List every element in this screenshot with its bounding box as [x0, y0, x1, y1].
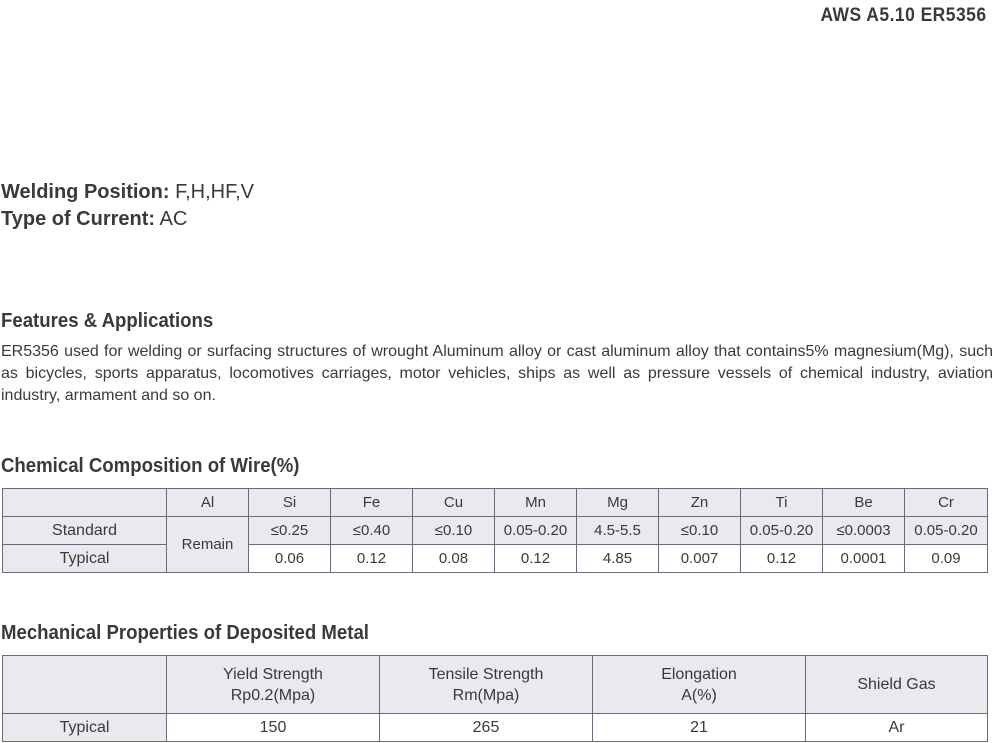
chemical-header-mn: Mn [495, 489, 577, 517]
table-cell: 0.0001 [823, 545, 905, 573]
chemical-header-zn: Zn [659, 489, 741, 517]
header-tensile-strength [380, 656, 593, 714]
spec-code: AWS A5.10 ER5356 [819, 5, 986, 26]
header-line: A(%) [681, 686, 717, 704]
chemical-header-row [3, 489, 988, 517]
table-cell: 4.5-5.5 [577, 517, 659, 545]
table-cell: 0.05-0.20 [495, 517, 577, 545]
chemical-header-cr: Cr [905, 489, 988, 517]
table-cell: 4.85 [577, 545, 659, 573]
features-text: ER5356 used for welding or surfacing structures of wrought Aluminum alloy or cast aluminum alloy that contains5% magnesium(Mg), such as bicycles, sports apparatus, locomotives carriages, motor vehicles, ships as well as pressure vessels of chemical industry, aviation industry, armament and so on. [1, 343, 993, 404]
mechanical-corner-cell [3, 656, 167, 714]
header-elongation [593, 656, 806, 714]
chemical-header-mg: Mg [577, 489, 659, 517]
table-cell: 0.06 [249, 545, 331, 573]
table-cell: 21 [593, 714, 806, 742]
header-line: Rm(Mpa) [452, 686, 520, 704]
features-title: Features & Applications [1, 310, 214, 332]
chemical-header-cu: Cu [413, 489, 495, 517]
row-label-typical: Typical [3, 545, 167, 573]
mechanical-properties-table [2, 655, 988, 742]
table-cell: 0.05-0.20 [741, 517, 823, 545]
chemical-header-al: Al [167, 489, 249, 517]
table-cell: 0.12 [331, 545, 413, 573]
table-cell: 0.12 [495, 545, 577, 573]
row-label-standard: Standard [3, 517, 167, 545]
table-cell: ≤0.10 [413, 517, 495, 545]
table-cell: ≤0.25 [249, 517, 331, 545]
table-row [3, 714, 988, 742]
table-cell: ≤0.10 [659, 517, 741, 545]
table-cell: 0.09 [905, 545, 988, 573]
header-line: Yield Strength [223, 665, 323, 683]
chemical-corner-cell [3, 489, 167, 517]
type-of-current-value: AC [159, 208, 188, 230]
header-yield-strength [167, 656, 380, 714]
mechanical-header-row [3, 656, 988, 714]
welding-position [1, 181, 254, 204]
table-cell: 0.05-0.20 [905, 517, 988, 545]
type-of-current [1, 208, 187, 231]
table-cell: ≤0.40 [331, 517, 413, 545]
table-row [3, 545, 988, 573]
mechanical-title: Mechanical Properties of Deposited Metal [1, 622, 369, 644]
type-of-current-label: Type of Current: [1, 208, 156, 230]
table-cell: Ar [806, 714, 988, 742]
table-cell: 150 [167, 714, 380, 742]
chemical-composition-table [2, 488, 988, 573]
chemical-header-si: Si [249, 489, 331, 517]
table-cell: 0.007 [659, 545, 741, 573]
header-line: Rp0.2(Mpa) [230, 686, 316, 704]
table-row [3, 517, 988, 545]
welding-position-value: F,H,HF,V [175, 181, 254, 203]
chemical-title: Chemical Composition of Wire(%) [1, 455, 300, 477]
header-line: Elongation [661, 665, 737, 683]
header-line: Tensile Strength [428, 665, 544, 683]
header-line: Shield Gas [857, 676, 936, 693]
table-cell: ≤0.0003 [823, 517, 905, 545]
header-shield-gas [806, 656, 988, 714]
chemical-header-fe: Fe [331, 489, 413, 517]
welding-position-label: Welding Position: [1, 181, 170, 203]
chemical-header-ti: Ti [741, 489, 823, 517]
table-cell: 265 [380, 714, 593, 742]
al-remain-cell: Remain [167, 517, 249, 573]
table-cell: 0.12 [741, 545, 823, 573]
chemical-header-be: Be [823, 489, 905, 517]
table-cell: 0.08 [413, 545, 495, 573]
row-label-typical: Typical [3, 714, 167, 742]
